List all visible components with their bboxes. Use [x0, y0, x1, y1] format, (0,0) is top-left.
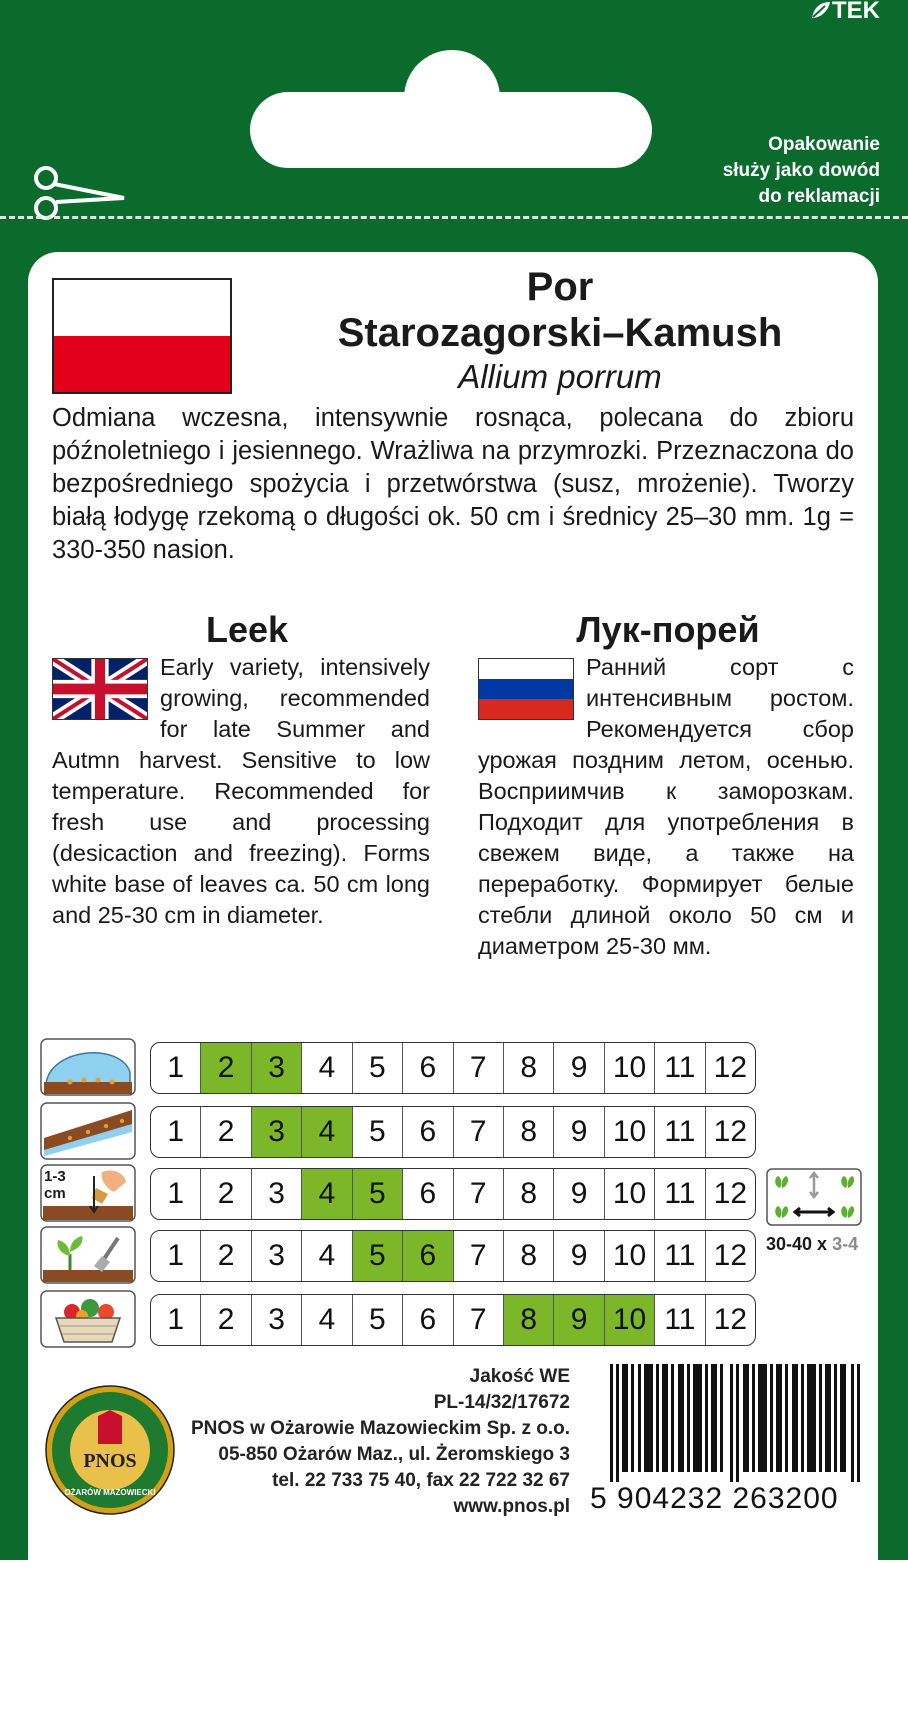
month-3: 3: [252, 1107, 302, 1157]
harvest-basket-icon: [40, 1290, 136, 1348]
barcode: [590, 1364, 860, 1515]
calendar-row-direct-sowing: [150, 1168, 756, 1220]
calendar-row-harvest: [150, 1294, 756, 1346]
month-1: 1: [151, 1043, 201, 1093]
month-10: 10: [605, 1295, 655, 1345]
warranty-line-1: Opakowanie: [768, 134, 880, 155]
company-phone: tel. 22 733 75 40, fax 22 722 32 67: [272, 1470, 570, 1491]
calendar-row-transplanting: [150, 1230, 756, 1282]
plant-spacing-label: [766, 1234, 876, 1255]
pnos-logo: [44, 1384, 176, 1516]
month-1: 1: [151, 1169, 201, 1219]
month-6: 6: [403, 1107, 453, 1157]
warranty-line-3: do reklamacji: [758, 186, 880, 207]
month-8: 8: [504, 1231, 554, 1281]
quality-mark: Jakość WE: [469, 1366, 570, 1387]
month-6: 6: [403, 1169, 453, 1219]
month-6: 6: [403, 1231, 453, 1281]
month-12: 12: [713, 1303, 748, 1336]
logo-ring-text: OŻARÓW MAZOWIECKI: [64, 1488, 156, 1497]
month-12: 12: [713, 1239, 748, 1272]
sowing-depth-label: 1-3 cm: [44, 1168, 66, 1202]
month-3: 3: [252, 1043, 302, 1093]
direct-sowing-icon: [40, 1164, 136, 1222]
month-3: 3: [252, 1231, 302, 1281]
month-8: 8: [504, 1169, 554, 1219]
latin-name: Allium porrum: [458, 358, 662, 395]
month-2: 2: [201, 1169, 251, 1219]
warranty-line-2: służy jako dowód: [722, 160, 880, 181]
barcode-digits: 5 904232 263200: [590, 1482, 839, 1515]
month-4: 4: [302, 1169, 352, 1219]
month-3: 3: [252, 1295, 302, 1345]
month-7: 7: [454, 1107, 504, 1157]
month-5: 5: [353, 1231, 403, 1281]
month-9: 9: [554, 1169, 604, 1219]
month-7: 7: [454, 1231, 504, 1281]
russian-text: Ранний сорт с интенсивным ростом. Рекомендуется сбор урожая поздним летом, осенью. Восприимчив к заморозкам. Подходит для употребления в свежем виде, а также на переработку. Формирует белые стебли длиной около 50 см и диаметром 25-30 мм.: [478, 654, 854, 959]
month-12: 12: [713, 1051, 748, 1084]
plant-spacing-text: 3-4: [832, 1234, 859, 1254]
transplanting-icon: [40, 1226, 136, 1284]
warranty-note: [620, 132, 880, 210]
month-2: 2: [201, 1043, 251, 1093]
calendar-row-greenhouse-sowing: [150, 1042, 756, 1094]
plant-spacing-icon: [766, 1168, 862, 1226]
month-7: 7: [454, 1043, 504, 1093]
month-12: 12: [713, 1115, 748, 1148]
scissors-icon: [32, 164, 132, 234]
month-7: 7: [454, 1169, 504, 1219]
brand-label: [810, 0, 880, 22]
month-9: 9: [554, 1295, 604, 1345]
month-2: 2: [201, 1295, 251, 1345]
month-11: 11: [655, 1169, 705, 1219]
month-9: 9: [554, 1043, 604, 1093]
barcode-bars: [610, 1364, 860, 1482]
month-2: 2: [201, 1231, 251, 1281]
month-10: 10: [605, 1169, 655, 1219]
heading-russian: Лук-порей: [576, 609, 760, 650]
registration-number: PL-14/32/17672: [433, 1392, 570, 1413]
brand-text: TEK: [832, 0, 880, 24]
month-5: 5: [353, 1169, 403, 1219]
month-4: 4: [302, 1107, 352, 1157]
company-website: www.pnos.pl: [453, 1496, 570, 1517]
flag-poland: [52, 278, 232, 394]
month-4: 4: [302, 1043, 352, 1093]
company-info: [180, 1364, 570, 1520]
month-6: 6: [403, 1295, 453, 1345]
flag-russia: [478, 658, 574, 720]
flag-uk: [52, 658, 148, 720]
greenhouse-sowing-icon: [40, 1038, 136, 1096]
month-5: 5: [353, 1043, 403, 1093]
month-2: 2: [201, 1107, 251, 1157]
month-4: 4: [302, 1295, 352, 1345]
product-name: Por: [526, 265, 594, 309]
seedbed-sowing-icon: [40, 1102, 136, 1160]
heading-english: Leek: [205, 609, 289, 650]
month-8: 8: [504, 1295, 554, 1345]
description-english: [52, 652, 430, 931]
company-address: 05-850 Ożarów Maz., ul. Żeromskiego 3: [218, 1444, 570, 1465]
month-1: 1: [151, 1295, 201, 1345]
logo-text: PNOS: [83, 1450, 137, 1472]
month-10: 10: [605, 1231, 655, 1281]
leaf-icon: [810, 0, 832, 20]
month-4: 4: [302, 1231, 352, 1281]
month-11: 11: [655, 1295, 705, 1345]
month-3: 3: [252, 1169, 302, 1219]
month-11: 11: [655, 1231, 705, 1281]
month-11: 11: [655, 1043, 705, 1093]
month-6: 6: [403, 1043, 453, 1093]
month-5: 5: [353, 1295, 403, 1345]
month-9: 9: [554, 1231, 604, 1281]
company-name: PNOS w Ożarowie Mazowieckim Sp. z o.o.: [190, 1418, 570, 1439]
month-10: 10: [605, 1107, 655, 1157]
month-9: 9: [554, 1107, 604, 1157]
cut-line: [0, 216, 908, 219]
row-spacing-text: 30-40 x: [766, 1234, 833, 1254]
calendar-row-seedbed-sowing: [150, 1106, 756, 1158]
month-8: 8: [504, 1107, 554, 1157]
description-russian: [478, 652, 854, 962]
hanging-slot: [250, 92, 652, 168]
month-12: 12: [713, 1177, 748, 1210]
month-7: 7: [454, 1295, 504, 1345]
month-1: 1: [151, 1107, 201, 1157]
english-text: Early variety, intensively growing, recommended for late Summer and Autmn harvest. Sensitive to low temperature. Recommended for fresh use and processing (desicaction and freezing). Forms white base of leaves ca. 50 cm long and 25-30 cm in diameter.: [52, 654, 430, 928]
month-5: 5: [353, 1107, 403, 1157]
product-variety: Starozagorski–Kamush: [337, 311, 783, 355]
month-1: 1: [151, 1231, 201, 1281]
month-8: 8: [504, 1043, 554, 1093]
description-polish: Odmiana wczesna, intensywnie rosnąca, polecana do zbioru późnoletniego i jesiennego. Wrażliwa na przymrozki. Przeznaczona do bezpośredniego spożycia i przetwórstwa (susz, mrożenie). Tworzy białą łodygę rzekomą o długości ok. 50 cm i średnicy 25–30 mm. 1g = 330-350 nasion.: [52, 404, 854, 564]
month-10: 10: [605, 1043, 655, 1093]
month-11: 11: [655, 1107, 705, 1157]
